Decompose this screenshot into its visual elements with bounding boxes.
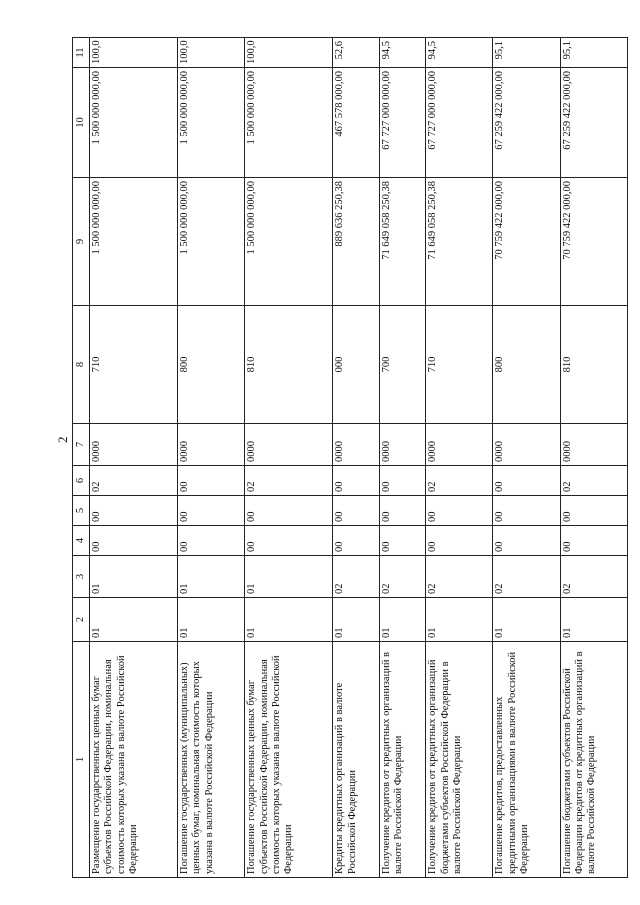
header-row	[73, 38, 90, 878]
percent-cell: 95,1	[560, 38, 627, 68]
code-cell: 0000	[90, 424, 178, 466]
header-cell: 10	[73, 68, 90, 178]
table-body	[90, 38, 628, 878]
code-cell: 02	[426, 466, 493, 496]
amount-cell: 67 259 422 000,00	[493, 68, 560, 178]
amount-cell: 70 759 422 000,00	[560, 178, 627, 306]
code-cell: 00	[426, 496, 493, 526]
header-cell: 7	[73, 424, 90, 466]
header-cell: 3	[73, 556, 90, 598]
code-cell: 02	[333, 556, 380, 598]
percent-cell: 100,0	[245, 38, 333, 68]
row-label: Погашение кредитов, предоставленных кредитными организациями в валюте Российской Федерации	[493, 642, 560, 878]
amount-cell: 1 500 000 000,00	[245, 178, 333, 306]
code-cell: 00	[177, 496, 244, 526]
header-cell: 11	[73, 38, 90, 68]
code-cell: 02	[426, 556, 493, 598]
code-cell: 01	[90, 598, 178, 642]
code-cell: 01	[245, 598, 333, 642]
amount-cell: 467 578 000,00	[333, 68, 380, 178]
code-cell: 0000	[560, 424, 627, 466]
row-label: Получение кредитов от кредитных организаций бюджетами субъектов Российской Федерации в валюте Российской Федерации	[426, 642, 493, 878]
code-cell: 00	[333, 466, 380, 496]
code-cell: 800	[177, 306, 244, 424]
code-cell: 00	[379, 466, 426, 496]
code-cell: 810	[560, 306, 627, 424]
amount-cell: 71 649 058 250,38	[426, 178, 493, 306]
code-cell: 01	[426, 598, 493, 642]
header-cell: 1	[73, 642, 90, 878]
amount-cell: 1 500 000 000,00	[177, 68, 244, 178]
percent-cell: 100,0	[90, 38, 178, 68]
budget-table-container	[72, 38, 628, 878]
amount-cell: 70 759 422 000,00	[493, 178, 560, 306]
row-label: Погашение государственных (муниципальных) ценных бумаг, номинальная стоимость которых указана в валюте Российской Федерации	[177, 642, 244, 878]
row-label: Кредиты кредитных организаций в валюте Российской Федерации	[333, 642, 380, 878]
amount-cell: 889 636 250,38	[333, 178, 380, 306]
code-cell: 01	[560, 598, 627, 642]
table-row	[379, 38, 426, 878]
code-cell: 00	[493, 526, 560, 556]
header-cell: 5	[73, 496, 90, 526]
code-cell: 000	[333, 306, 380, 424]
amount-cell: 67 727 000 000,00	[379, 68, 426, 178]
table-row	[333, 38, 380, 878]
header-cell: 9	[73, 178, 90, 306]
code-cell: 01	[379, 598, 426, 642]
code-cell: 00	[90, 526, 178, 556]
percent-cell: 100,0	[177, 38, 244, 68]
code-cell: 00	[333, 526, 380, 556]
amount-cell: 67 259 422 000,00	[560, 68, 627, 178]
percent-cell: 94,5	[426, 38, 493, 68]
table-row	[177, 38, 244, 878]
table-row	[560, 38, 627, 878]
code-cell: 01	[177, 556, 244, 598]
percent-cell: 52,6	[333, 38, 380, 68]
header-cell: 8	[73, 306, 90, 424]
code-cell: 01	[333, 598, 380, 642]
code-cell: 00	[245, 496, 333, 526]
table-row	[90, 38, 178, 878]
table-row	[426, 38, 493, 878]
code-cell: 00	[493, 466, 560, 496]
amount-cell: 1 500 000 000,00	[90, 178, 178, 306]
code-cell: 00	[426, 526, 493, 556]
code-cell: 00	[177, 466, 244, 496]
code-cell: 00	[560, 526, 627, 556]
amount-cell: 1 500 000 000,00	[90, 68, 178, 178]
row-label: Размещение государственных ценных бумаг субъектов Российской Федерации, номинальная стоимость которых указана в валюте Российской Федерации	[90, 642, 178, 878]
code-cell: 02	[560, 556, 627, 598]
amount-cell: 71 649 058 250,38	[379, 178, 426, 306]
code-cell: 800	[493, 306, 560, 424]
code-cell: 0000	[426, 424, 493, 466]
code-cell: 00	[333, 496, 380, 526]
header-cell: 6	[73, 466, 90, 496]
code-cell: 00	[90, 496, 178, 526]
code-cell: 710	[426, 306, 493, 424]
code-cell: 02	[379, 556, 426, 598]
code-cell: 02	[560, 466, 627, 496]
table-row	[493, 38, 560, 878]
code-cell: 01	[245, 556, 333, 598]
code-cell: 00	[493, 496, 560, 526]
percent-cell: 95,1	[493, 38, 560, 68]
code-cell: 02	[245, 466, 333, 496]
code-cell: 00	[560, 496, 627, 526]
code-cell: 0000	[177, 424, 244, 466]
code-cell: 810	[245, 306, 333, 424]
code-cell: 00	[245, 526, 333, 556]
code-cell: 700	[379, 306, 426, 424]
amount-cell: 67 727 000 000,00	[426, 68, 493, 178]
code-cell: 01	[177, 598, 244, 642]
budget-table	[72, 37, 628, 878]
table-row	[245, 38, 333, 878]
code-cell: 0000	[379, 424, 426, 466]
code-cell: 710	[90, 306, 178, 424]
code-cell: 01	[493, 598, 560, 642]
code-cell: 02	[493, 556, 560, 598]
code-cell: 00	[379, 526, 426, 556]
code-cell: 01	[90, 556, 178, 598]
amount-cell: 1 500 000 000,00	[245, 68, 333, 178]
header-cell: 4	[73, 526, 90, 556]
code-cell: 00	[177, 526, 244, 556]
row-label: Получение кредитов от кредитных организаций в валюте Российской Федерации	[379, 642, 426, 878]
code-cell: 0000	[493, 424, 560, 466]
code-cell: 0000	[333, 424, 380, 466]
row-label: Погашение бюджетами субъектов Российской Федерации кредитов от кредитных организаций в валюте Российской Федерации	[560, 642, 627, 878]
percent-cell: 94,5	[379, 38, 426, 68]
row-label: Погашение государственных ценных бумаг субъектов Российской Федерации, номинальная стоимость которых указана в валюте Российской Федерации	[245, 642, 333, 878]
header-cell: 2	[73, 598, 90, 642]
code-cell: 02	[90, 466, 178, 496]
page-number: 2	[55, 436, 70, 443]
amount-cell: 1 500 000 000,00	[177, 178, 244, 306]
code-cell: 00	[379, 496, 426, 526]
code-cell: 0000	[245, 424, 333, 466]
